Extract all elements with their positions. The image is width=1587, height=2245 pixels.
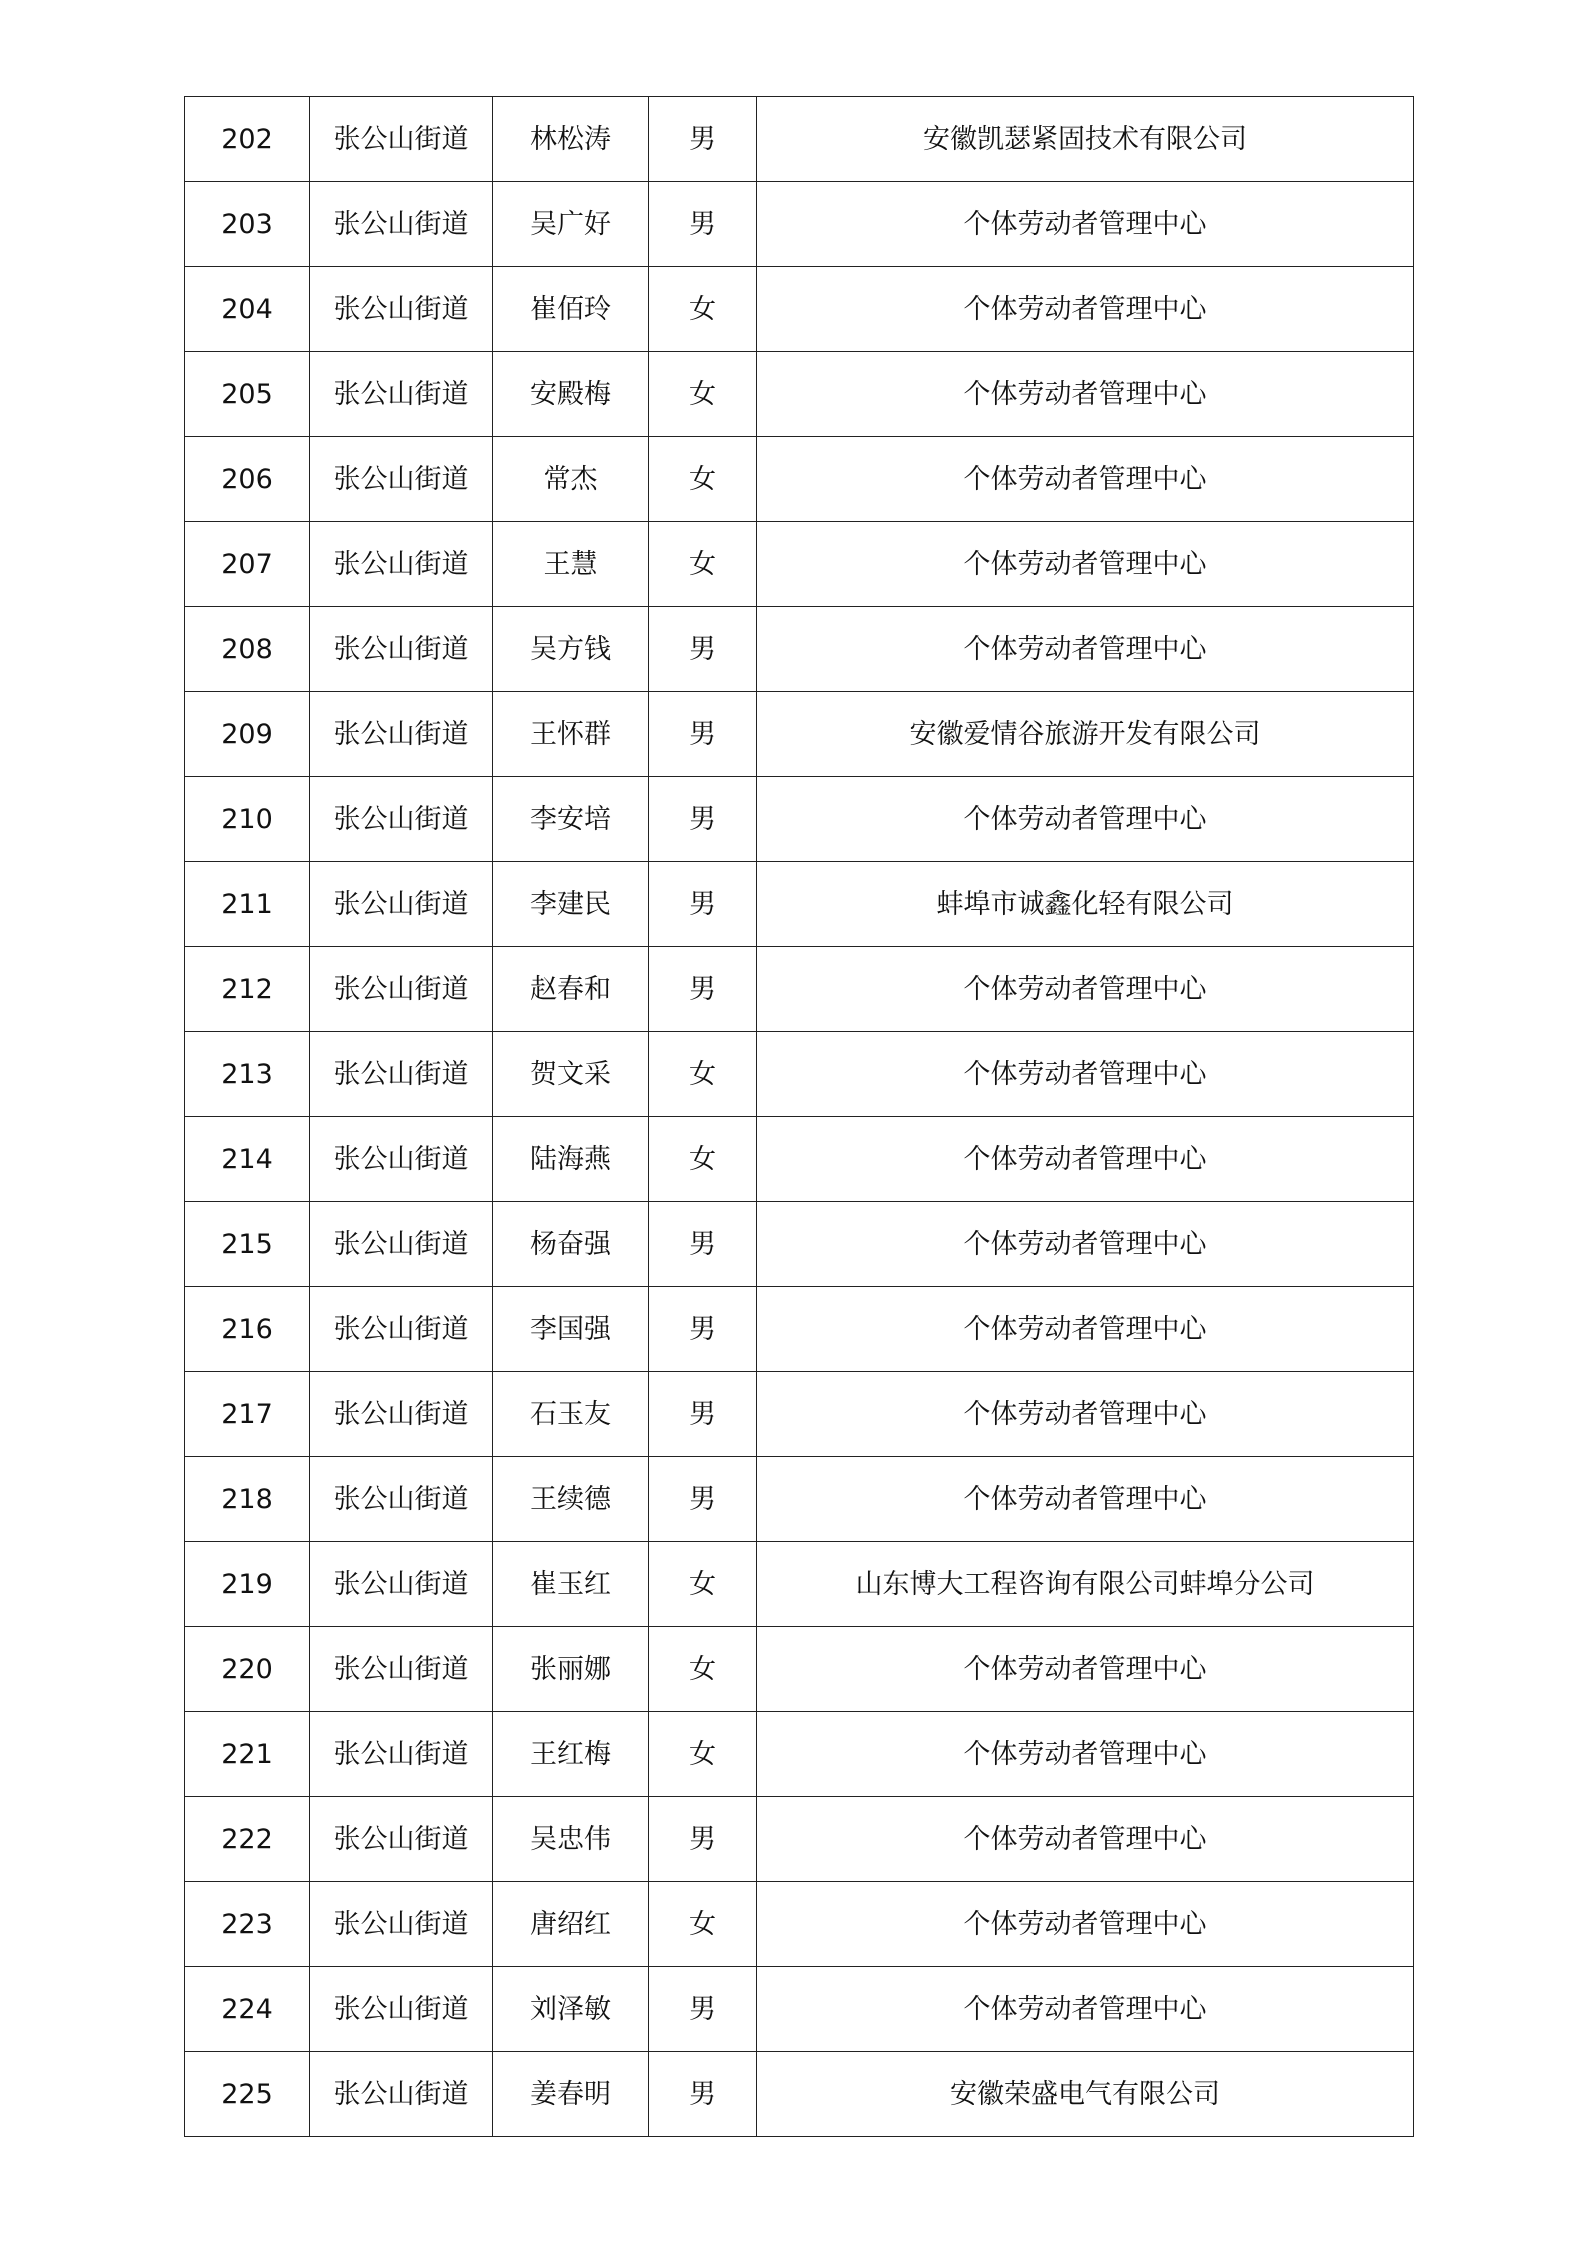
table-row — [185, 1797, 1414, 1882]
roster-table-body — [185, 97, 1414, 2137]
organization-cell: 个体劳动者管理中心 — [757, 267, 1414, 352]
gender-cell: 男 — [649, 692, 757, 777]
organization-cell: 个体劳动者管理中心 — [757, 607, 1414, 692]
gender-cell: 男 — [649, 2052, 757, 2137]
street-cell: 张公山街道 — [310, 1542, 493, 1627]
row-number-cell: 213 — [185, 1032, 310, 1117]
table-row — [185, 1117, 1414, 1202]
name-cell: 王慧 — [493, 522, 649, 607]
street-cell: 张公山街道 — [310, 862, 493, 947]
organization-cell: 安徽爱情谷旅游开发有限公司 — [757, 692, 1414, 777]
table-row — [185, 97, 1414, 182]
gender-cell: 男 — [649, 1797, 757, 1882]
table-row — [185, 1627, 1414, 1712]
name-cell: 陆海燕 — [493, 1117, 649, 1202]
name-cell: 张丽娜 — [493, 1627, 649, 1712]
organization-cell: 个体劳动者管理中心 — [757, 1372, 1414, 1457]
table-row — [185, 182, 1414, 267]
row-number-cell: 211 — [185, 862, 310, 947]
name-cell: 石玉友 — [493, 1372, 649, 1457]
table-row — [185, 1882, 1414, 1967]
row-number-cell: 225 — [185, 2052, 310, 2137]
organization-cell: 个体劳动者管理中心 — [757, 352, 1414, 437]
street-cell: 张公山街道 — [310, 437, 493, 522]
row-number-cell: 202 — [185, 97, 310, 182]
row-number-cell: 203 — [185, 182, 310, 267]
gender-cell: 女 — [649, 1542, 757, 1627]
organization-cell: 个体劳动者管理中心 — [757, 522, 1414, 607]
street-cell: 张公山街道 — [310, 1032, 493, 1117]
street-cell: 张公山街道 — [310, 1372, 493, 1457]
organization-cell: 个体劳动者管理中心 — [757, 437, 1414, 522]
organization-cell: 安徽荣盛电气有限公司 — [757, 2052, 1414, 2137]
street-cell: 张公山街道 — [310, 522, 493, 607]
row-number-cell: 219 — [185, 1542, 310, 1627]
organization-cell: 安徽凯瑟紧固技术有限公司 — [757, 97, 1414, 182]
organization-cell: 蚌埠市诚鑫化轻有限公司 — [757, 862, 1414, 947]
table-row — [185, 1032, 1414, 1117]
street-cell: 张公山街道 — [310, 2052, 493, 2137]
gender-cell: 男 — [649, 777, 757, 862]
gender-cell: 男 — [649, 862, 757, 947]
table-row — [185, 522, 1414, 607]
gender-cell: 男 — [649, 1457, 757, 1542]
organization-cell: 个体劳动者管理中心 — [757, 1797, 1414, 1882]
street-cell: 张公山街道 — [310, 1627, 493, 1712]
gender-cell: 女 — [649, 1712, 757, 1797]
row-number-cell: 217 — [185, 1372, 310, 1457]
gender-cell: 男 — [649, 947, 757, 1032]
table-row — [185, 947, 1414, 1032]
gender-cell: 女 — [649, 1627, 757, 1712]
gender-cell: 男 — [649, 182, 757, 267]
table-row — [185, 1372, 1414, 1457]
gender-cell: 女 — [649, 437, 757, 522]
row-number-cell: 223 — [185, 1882, 310, 1967]
organization-cell: 个体劳动者管理中心 — [757, 1032, 1414, 1117]
street-cell: 张公山街道 — [310, 97, 493, 182]
name-cell: 李国强 — [493, 1287, 649, 1372]
street-cell: 张公山街道 — [310, 1287, 493, 1372]
table-row — [185, 352, 1414, 437]
table-row — [185, 437, 1414, 522]
table-row — [185, 692, 1414, 777]
name-cell: 李建民 — [493, 862, 649, 947]
table-row — [185, 1542, 1414, 1627]
street-cell: 张公山街道 — [310, 1882, 493, 1967]
table-row — [185, 1457, 1414, 1542]
table-row — [185, 1967, 1414, 2052]
name-cell: 唐绍红 — [493, 1882, 649, 1967]
table-row — [185, 1202, 1414, 1287]
organization-cell: 个体劳动者管理中心 — [757, 1712, 1414, 1797]
table-row — [185, 1712, 1414, 1797]
row-number-cell: 206 — [185, 437, 310, 522]
street-cell: 张公山街道 — [310, 352, 493, 437]
table-row — [185, 2052, 1414, 2137]
name-cell: 吴方钱 — [493, 607, 649, 692]
gender-cell: 女 — [649, 522, 757, 607]
street-cell: 张公山街道 — [310, 947, 493, 1032]
gender-cell: 女 — [649, 1032, 757, 1117]
street-cell: 张公山街道 — [310, 1797, 493, 1882]
row-number-cell: 208 — [185, 607, 310, 692]
row-number-cell: 221 — [185, 1712, 310, 1797]
street-cell: 张公山街道 — [310, 1457, 493, 1542]
organization-cell: 个体劳动者管理中心 — [757, 1287, 1414, 1372]
name-cell: 赵春和 — [493, 947, 649, 1032]
organization-cell: 山东博大工程咨询有限公司蚌埠分公司 — [757, 1542, 1414, 1627]
organization-cell: 个体劳动者管理中心 — [757, 947, 1414, 1032]
table-row — [185, 1287, 1414, 1372]
row-number-cell: 210 — [185, 777, 310, 862]
name-cell: 吴忠伟 — [493, 1797, 649, 1882]
name-cell: 王续德 — [493, 1457, 649, 1542]
organization-cell: 个体劳动者管理中心 — [757, 1967, 1414, 2052]
gender-cell: 女 — [649, 1882, 757, 1967]
row-number-cell: 220 — [185, 1627, 310, 1712]
name-cell: 崔佰玲 — [493, 267, 649, 352]
roster-table — [184, 96, 1414, 2137]
row-number-cell: 222 — [185, 1797, 310, 1882]
street-cell: 张公山街道 — [310, 777, 493, 862]
table-row — [185, 777, 1414, 862]
name-cell: 贺文采 — [493, 1032, 649, 1117]
gender-cell: 男 — [649, 97, 757, 182]
name-cell: 王红梅 — [493, 1712, 649, 1797]
organization-cell: 个体劳动者管理中心 — [757, 1882, 1414, 1967]
row-number-cell: 205 — [185, 352, 310, 437]
organization-cell: 个体劳动者管理中心 — [757, 1202, 1414, 1287]
table-row — [185, 607, 1414, 692]
row-number-cell: 224 — [185, 1967, 310, 2052]
gender-cell: 男 — [649, 1287, 757, 1372]
organization-cell: 个体劳动者管理中心 — [757, 777, 1414, 862]
row-number-cell: 207 — [185, 522, 310, 607]
street-cell: 张公山街道 — [310, 1967, 493, 2052]
row-number-cell: 218 — [185, 1457, 310, 1542]
gender-cell: 男 — [649, 1202, 757, 1287]
name-cell: 安殿梅 — [493, 352, 649, 437]
name-cell: 李安培 — [493, 777, 649, 862]
row-number-cell: 215 — [185, 1202, 310, 1287]
row-number-cell: 209 — [185, 692, 310, 777]
name-cell: 吴广好 — [493, 182, 649, 267]
name-cell: 刘泽敏 — [493, 1967, 649, 2052]
gender-cell: 男 — [649, 607, 757, 692]
organization-cell: 个体劳动者管理中心 — [757, 1457, 1414, 1542]
organization-cell: 个体劳动者管理中心 — [757, 1627, 1414, 1712]
name-cell: 杨奋强 — [493, 1202, 649, 1287]
name-cell: 常杰 — [493, 437, 649, 522]
street-cell: 张公山街道 — [310, 607, 493, 692]
table-row — [185, 862, 1414, 947]
organization-cell: 个体劳动者管理中心 — [757, 182, 1414, 267]
organization-cell: 个体劳动者管理中心 — [757, 1117, 1414, 1202]
row-number-cell: 214 — [185, 1117, 310, 1202]
street-cell: 张公山街道 — [310, 692, 493, 777]
street-cell: 张公山街道 — [310, 1712, 493, 1797]
row-number-cell: 204 — [185, 267, 310, 352]
table-row — [185, 267, 1414, 352]
street-cell: 张公山街道 — [310, 1117, 493, 1202]
gender-cell: 女 — [649, 267, 757, 352]
gender-cell: 女 — [649, 1117, 757, 1202]
row-number-cell: 212 — [185, 947, 310, 1032]
name-cell: 王怀群 — [493, 692, 649, 777]
row-number-cell: 216 — [185, 1287, 310, 1372]
name-cell: 林松涛 — [493, 97, 649, 182]
street-cell: 张公山街道 — [310, 1202, 493, 1287]
gender-cell: 女 — [649, 352, 757, 437]
gender-cell: 男 — [649, 1372, 757, 1457]
name-cell: 姜春明 — [493, 2052, 649, 2137]
street-cell: 张公山街道 — [310, 267, 493, 352]
name-cell: 崔玉红 — [493, 1542, 649, 1627]
street-cell: 张公山街道 — [310, 182, 493, 267]
gender-cell: 男 — [649, 1967, 757, 2052]
